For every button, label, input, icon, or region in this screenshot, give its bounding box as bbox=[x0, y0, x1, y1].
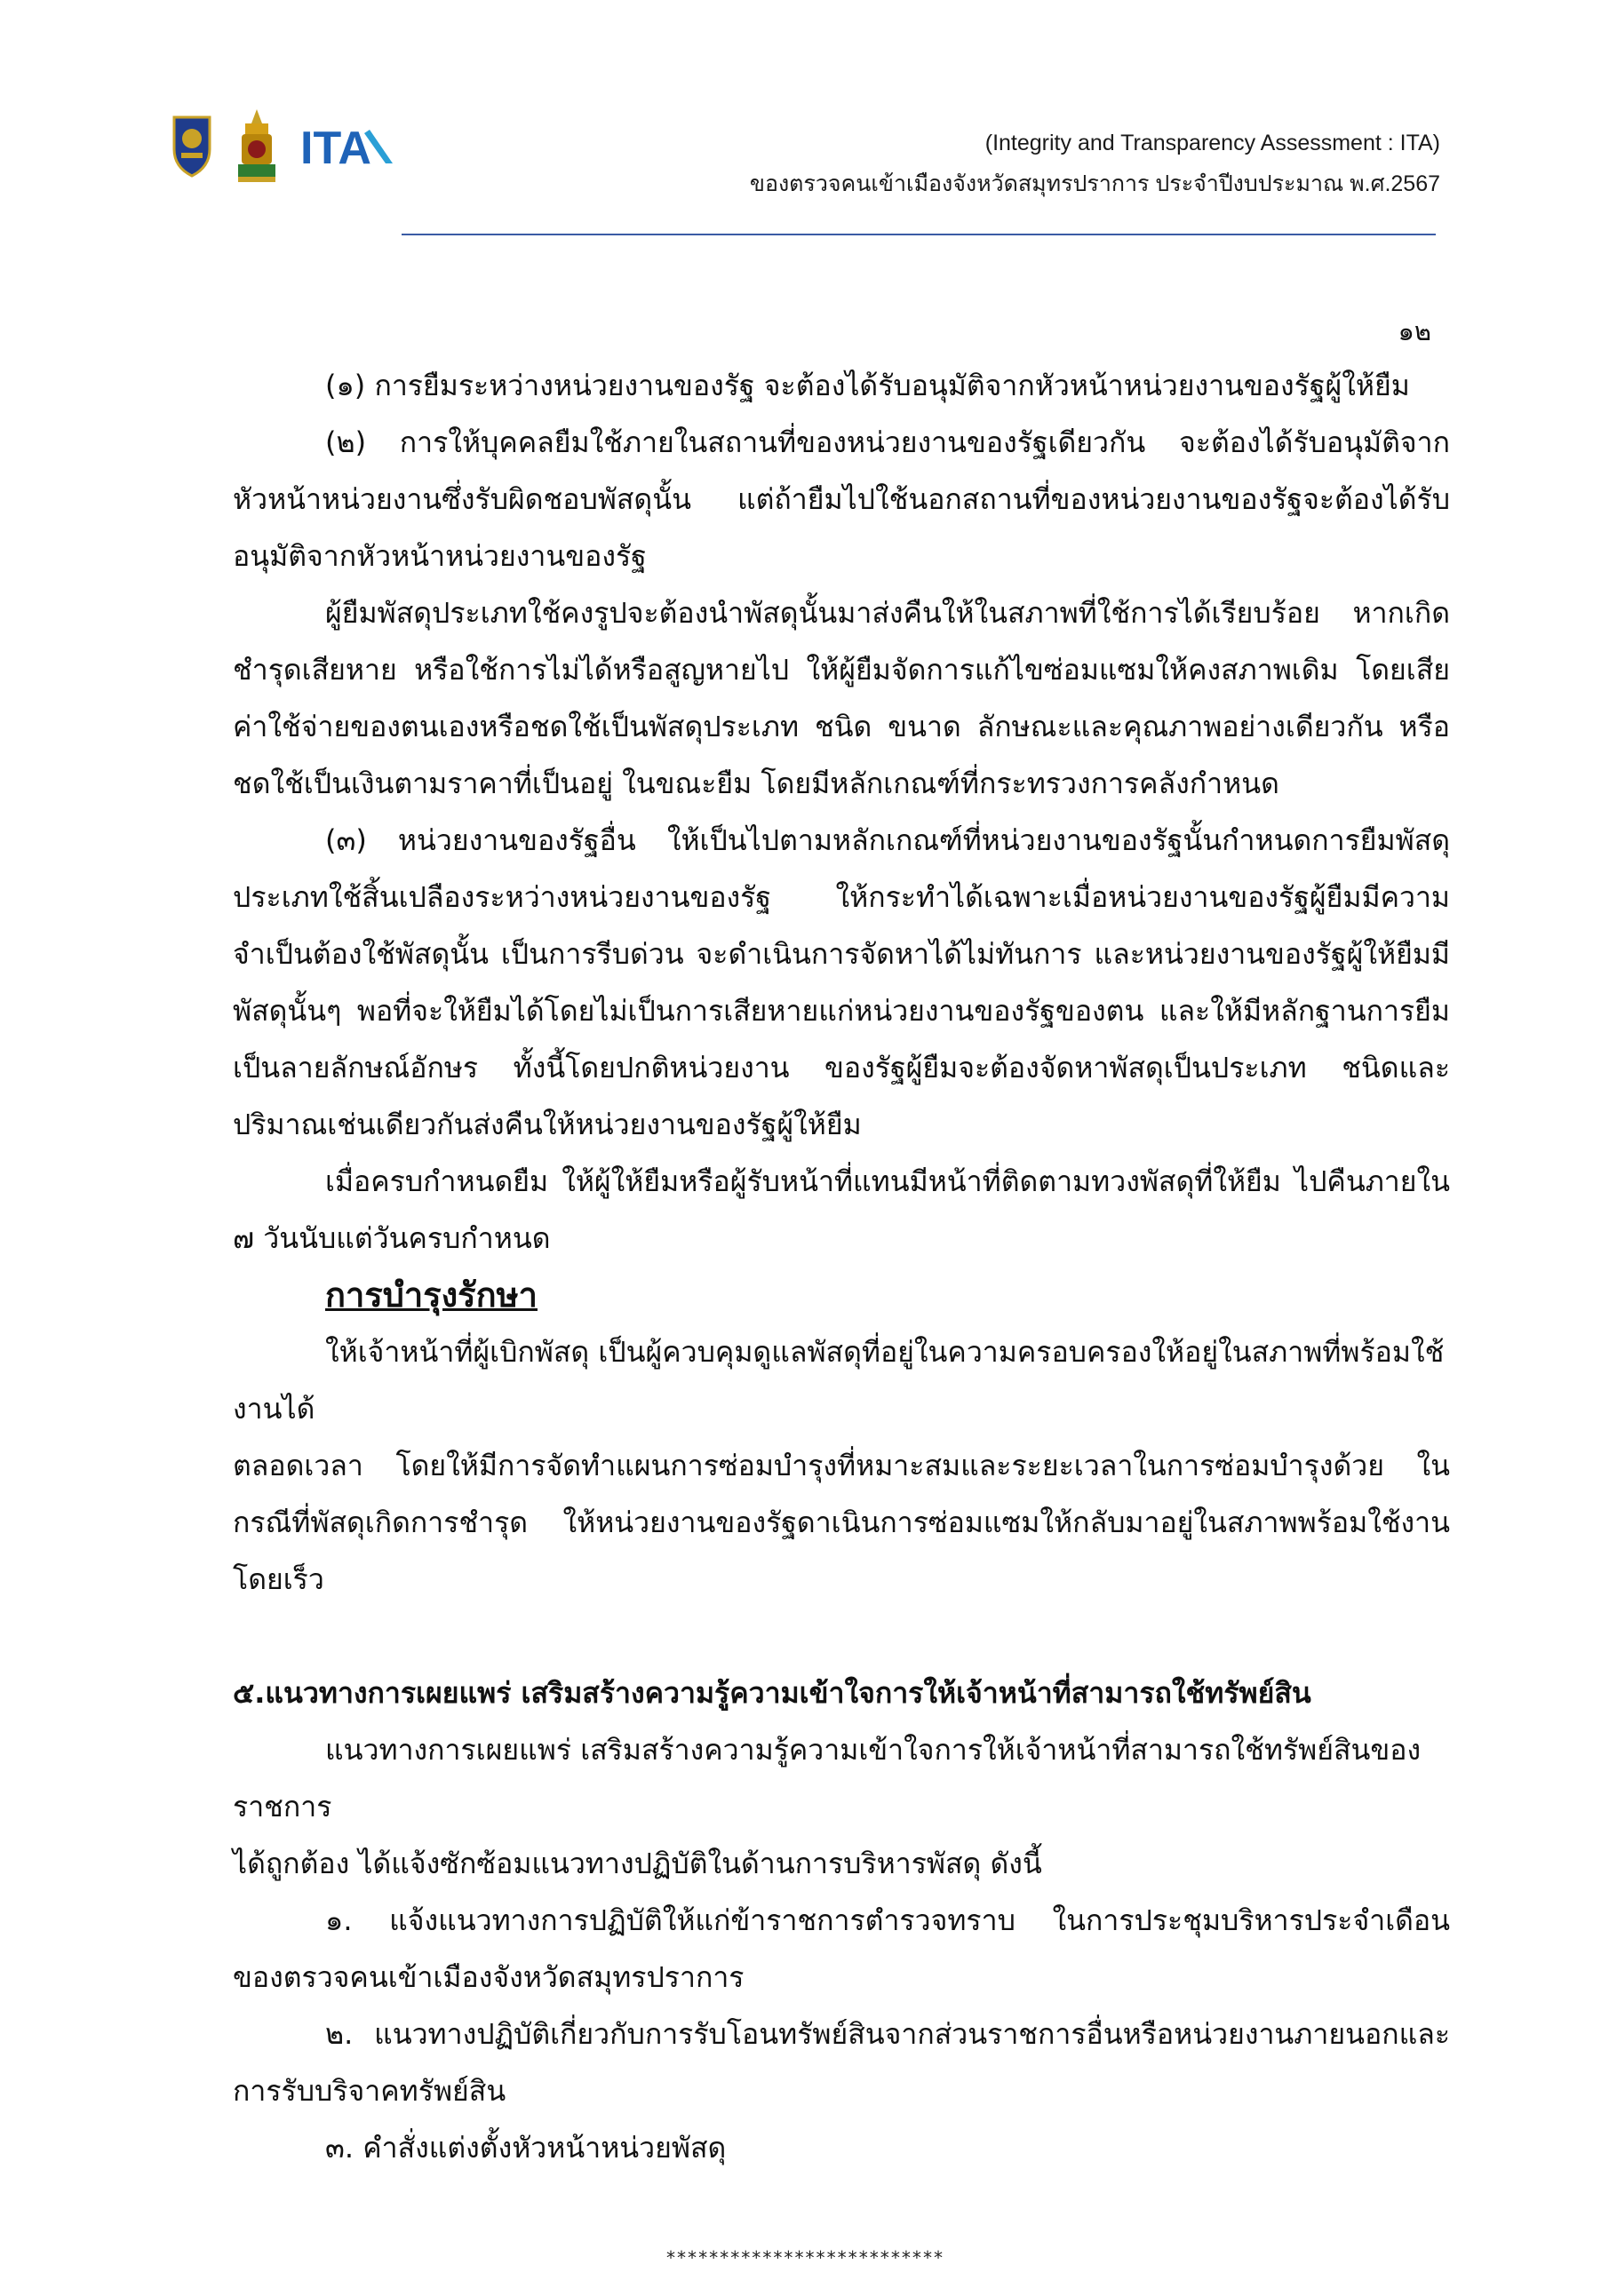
header-text bbox=[750, 123, 1440, 204]
paragraph-dissemination-b: ได้ถูกต้อง ได้แจ้งซักซ้อมแนวทางปฏิบัติในด้านการบริหารพัสดุ ดังนี้ bbox=[233, 1847, 1042, 1880]
list-item: ๑. แจ้งแนวทางการปฏิบัติให้แก่ข้าราชการตำรวจทราบ ในการประชุมบริหารประจำเดือน ของตรวจคนเข้าเมืองจังหวัดสมุทรปราการ bbox=[233, 1903, 1450, 1994]
header-title-th: ของตรวจคนเข้าเมืองจังหวัดสมุทรปราการ ประจำปีงบประมาณ พ.ศ.2567 bbox=[749, 171, 1440, 196]
paragraph-other-agencies: (๓) หน่วยงานของรัฐอื่น ให้เป็นไปตามหลักเกณฑ์ที่หน่วยงานของรัฐนั้นกำหนดการยืมพัสดุประเภทใช้สิ้นเปลืองระหว่างหน่วยงานของรัฐ ให้กระทำได้เฉพาะเมื่อหน่วยงานของรัฐผู้ยืมมีความจำเป็นต้องใช้พัสดุนั้น เป็นการรีบด่วน จะดำเนินการจัดหาได้ไม่ทันการ และหน่วยงานของรัฐผู้ให้ยืมมีพัสดุนั้นๆ พอที่จะให้ยืมได้โดยไม่เป็นการเสียหายแก่หน่วยงานของรัฐของตน และให้มีหลักฐานการยืมเป็นลายลักษณ์อักษร ทั้งนี้โดยปกติหน่วยงาน ของรัฐผู้ยืมจะต้องจัดหาพัสดุเป็นประเภท ชนิดและปริมาณเช่นเดียวกันส่งคืนให้หน่วยงานของรัฐผู้ให้ยืม bbox=[233, 823, 1450, 1141]
paragraph-loan-to-individuals: (๒) การให้บุคคลยืมใช้ภายในสถานที่ของหน่วยงานของรัฐเดียวกัน จะต้องได้รับอนุมัติจากหัวหน้าหน่วยงานซึ่งรับผิดชอบพัสดุนั้น แต่ถ้ายืมไปใช้นอกสถานที่ของหน่วยงานของรัฐจะต้องได้รับอนุมัติจากหัวหน้าหน่วยงานของรัฐ bbox=[233, 425, 1450, 573]
immigration-shield-logo bbox=[171, 114, 213, 178]
royal-emblem-logo bbox=[233, 107, 281, 184]
paragraph-return-durable-goods: ผู้ยืมพัสดุประเภทใช้คงรูปจะต้องนำพัสดุนั้นมาส่งคืนให้ในสภาพที่ใช้การได้เรียบร้อย หากเกิดชำรุดเสียหาย หรือใช้การไม่ได้หรือสูญหายไป ให้ผู้ยืมจัดการแก้ไขซ่อมแซมให้คงสภาพเดิม โดยเสียค่าใช้จ่ายของตนเองหรือชดใช้เป็นพัสดุประเภท ชนิด ขนาด ลักษณะและคุณภาพอย่างเดียวกัน หรือ ชดใช้เป็นเงินตามราคาที่เป็นอยู่ ในขณะยืม โดยมีหลักเกณฑ์ที่กระทรวงการคลังกำหนด bbox=[233, 596, 1450, 800]
svg-text:ITA: ITA bbox=[300, 123, 371, 172]
section-5-title: ๕.แนวทางการเผยแพร่ เสริมสร้างความรู้ความเข้าใจการให้เจ้าหน้าที่สามารถใช้ทรัพย์สิน bbox=[233, 1676, 1311, 1710]
paragraph-maintenance-a: ให้เจ้าหน้าที่ผู้เบิกพัสดุ เป็นผู้ควบคุมดูแลพัสดุที่อยู่ในความครอบครองให้อยู่ในสภาพที่พร้อมใช้งานได้ bbox=[233, 1335, 1445, 1426]
paragraph-maintenance-b: ตลอดเวลา โดยให้มีการจัดทำแผนการซ่อมบำรุงที่หมาะสมและระยะเวลาในการซ่อมบำรุงด้วย ในกรณีที่พัสดุเกิดการชำรุด ให้หน่วยงานของรัฐดาเนินการซ่อมแซมให้กลับมาอยู่ในสภาพพร้อมใช้งานโดยเร็ว bbox=[233, 1449, 1450, 1596]
paragraph-return-deadline: เมื่อครบกำหนดยืม ให้ผู้ให้ยืมหรือผู้รับหน้าที่แทนมีหน้าที่ติดตามทวงพัสดุที่ให้ยืม ไปคืนภายใน ๗ วันนับแต่วันครบกำหนด bbox=[233, 1164, 1450, 1255]
ita-logo bbox=[300, 119, 398, 172]
header-divider bbox=[402, 234, 1436, 235]
page-number: ๑๒ bbox=[1398, 316, 1431, 346]
list-item: ๓. คำสั่งแต่งตั้งหัวหน้าหน่วยพัสดุ bbox=[325, 2131, 727, 2165]
header-title-en: (Integrity and Transparency Assessment : ITA) bbox=[984, 131, 1440, 155]
header-logos bbox=[171, 105, 398, 187]
footer-separator: ************************** bbox=[665, 2247, 944, 2268]
maintenance-heading: การบำรุงรักษา bbox=[325, 1275, 538, 1315]
paragraph-loan-between-agencies: (๑) การยืมระหว่างหน่วยงานของรัฐ จะต้องได้รับอนุมัติจากหัวหน้าหน่วยงานของรัฐผู้ให้ยืม bbox=[325, 369, 1410, 402]
paragraph-dissemination-a: แนวทางการเผยแพร่ เสริมสร้างความรู้ความเข้าใจการให้เจ้าหน้าที่สามารถใช้ทรัพย์สินของราชการ bbox=[233, 1733, 1422, 1823]
document-body bbox=[233, 357, 1450, 2176]
list-item: ๒. แนวทางปฏิบัติเกี่ยวกับการรับโอนทรัพย์สินจากส่วนราชการอื่นหรือหน่วยงานภายนอกและการรับบริจาคทรัพย์สิน bbox=[233, 2017, 1450, 2108]
